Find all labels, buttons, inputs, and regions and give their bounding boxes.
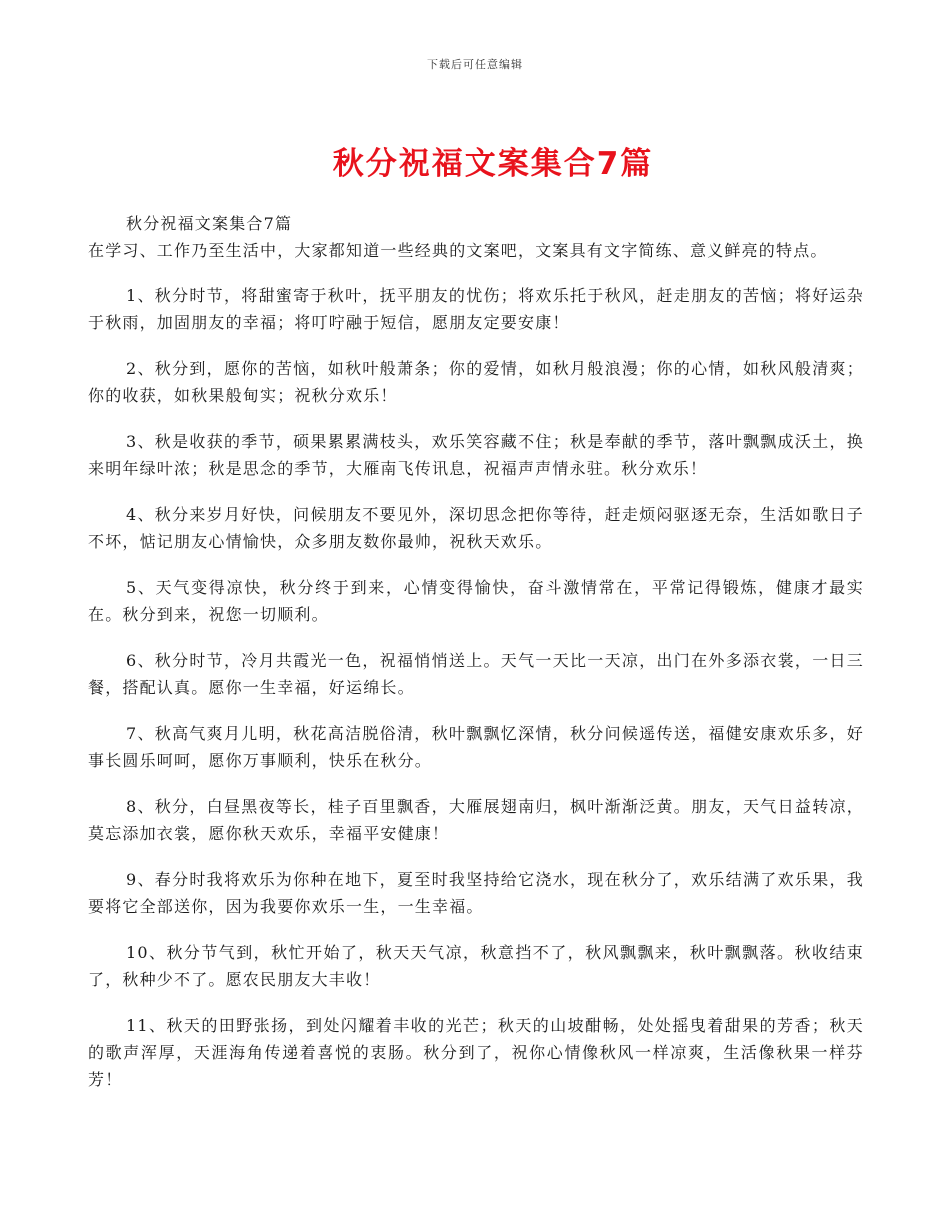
greeting-item-8: 8、秋分，白昼黑夜等长，桂子百里飘香，大雁展翅南归，枫叶渐渐泛黄。朋友，天气日益转凉，莫忘添加衣裳，愿你秋天欢乐，幸福平安健康！ [88, 797, 864, 843]
document-body [88, 210, 864, 1112]
greeting-item-2: 2、秋分到，愿你的苦恼，如秋叶般萧条；你的爱情，如秋月般浪漫；你的心情，如秋风般清爽；你的收获，如秋果般甸实；祝秋分欢乐！ [88, 359, 864, 405]
document-title: 秋分祝福文案集合7篇 [332, 146, 654, 182]
intro-paragraph: 在学习、工作乃至生活中，大家都知道一些经典的文案吧，文案具有文字简练、意义鲜亮的特点。 [88, 241, 828, 260]
greeting-item-10: 10、秋分节气到，秋忙开始了，秋天天气凉，秋意挡不了，秋风飘飘来，秋叶飘飘落。秋收结束了，秋种少不了。愿农民朋友大丰收！ [88, 943, 864, 989]
greeting-item-6: 6、秋分时节，冷月共霞光一色，祝福悄悄送上。天气一天比一天凉，出门在外多添衣裳，一日三餐，搭配认真。愿你一生幸福，好运绵长。 [88, 651, 864, 697]
header-note: 下载后可任意编辑 [427, 58, 523, 71]
greeting-item-7: 7、秋高气爽月儿明，秋花高洁脱俗清，秋叶飘飘忆深情，秋分问候遥传送，福健安康欢乐多，好事长圆乐呵呵，愿你万事顺利，快乐在秋分。 [88, 724, 864, 770]
greeting-item-5: 5、天气变得凉快，秋分终于到来，心情变得愉快，奋斗激情常在，平常记得锻炼，健康才最实在。秋分到来，祝您一切顺利。 [88, 578, 864, 624]
greeting-item-1: 1、秋分时节，将甜蜜寄于秋叶，抚平朋友的忧伤；将欢乐托于秋风，赶走朋友的苦恼；将好运杂于秋雨，加固朋友的幸福；将叮咛融于短信，愿朋友定要安康！ [88, 286, 864, 332]
greeting-item-4: 4、秋分来岁月好快，问候朋友不要见外，深切思念把你等待，赶走烦闷驱逐无奈，生活如歌日子不坏，惦记朋友心情愉快，众多朋友数你最帅，祝秋天欢乐。 [88, 505, 864, 551]
document-subtitle: 秋分祝福文案集合7篇 [126, 214, 293, 233]
greeting-list [88, 282, 864, 1093]
greeting-item-3: 3、秋是收获的季节，硕果累累满枝头，欢乐笑容藏不住；秋是奉献的季节，落叶飘飘成沃土，换来明年绿叶浓；秋是思念的季节，大雁南飞传讯息，祝福声声情永驻。秋分欢乐！ [88, 432, 864, 478]
greeting-item-11: 11、秋天的田野张扬，到处闪耀着丰收的光芒；秋天的山坡酣畅，处处摇曳着甜果的芳香；秋天的歌声浑厚，天涯海角传递着喜悦的衷肠。秋分到了，祝你心情像秋风一样凉爽，生活像秋果一样芬芳！ [88, 1016, 864, 1089]
greeting-item-9: 9、春分时我将欢乐为你种在地下，夏至时我坚持给它浇水，现在秋分了，欢乐结满了欢乐果，我要将它全部送你，因为我要你欢乐一生，一生幸福。 [88, 870, 864, 916]
